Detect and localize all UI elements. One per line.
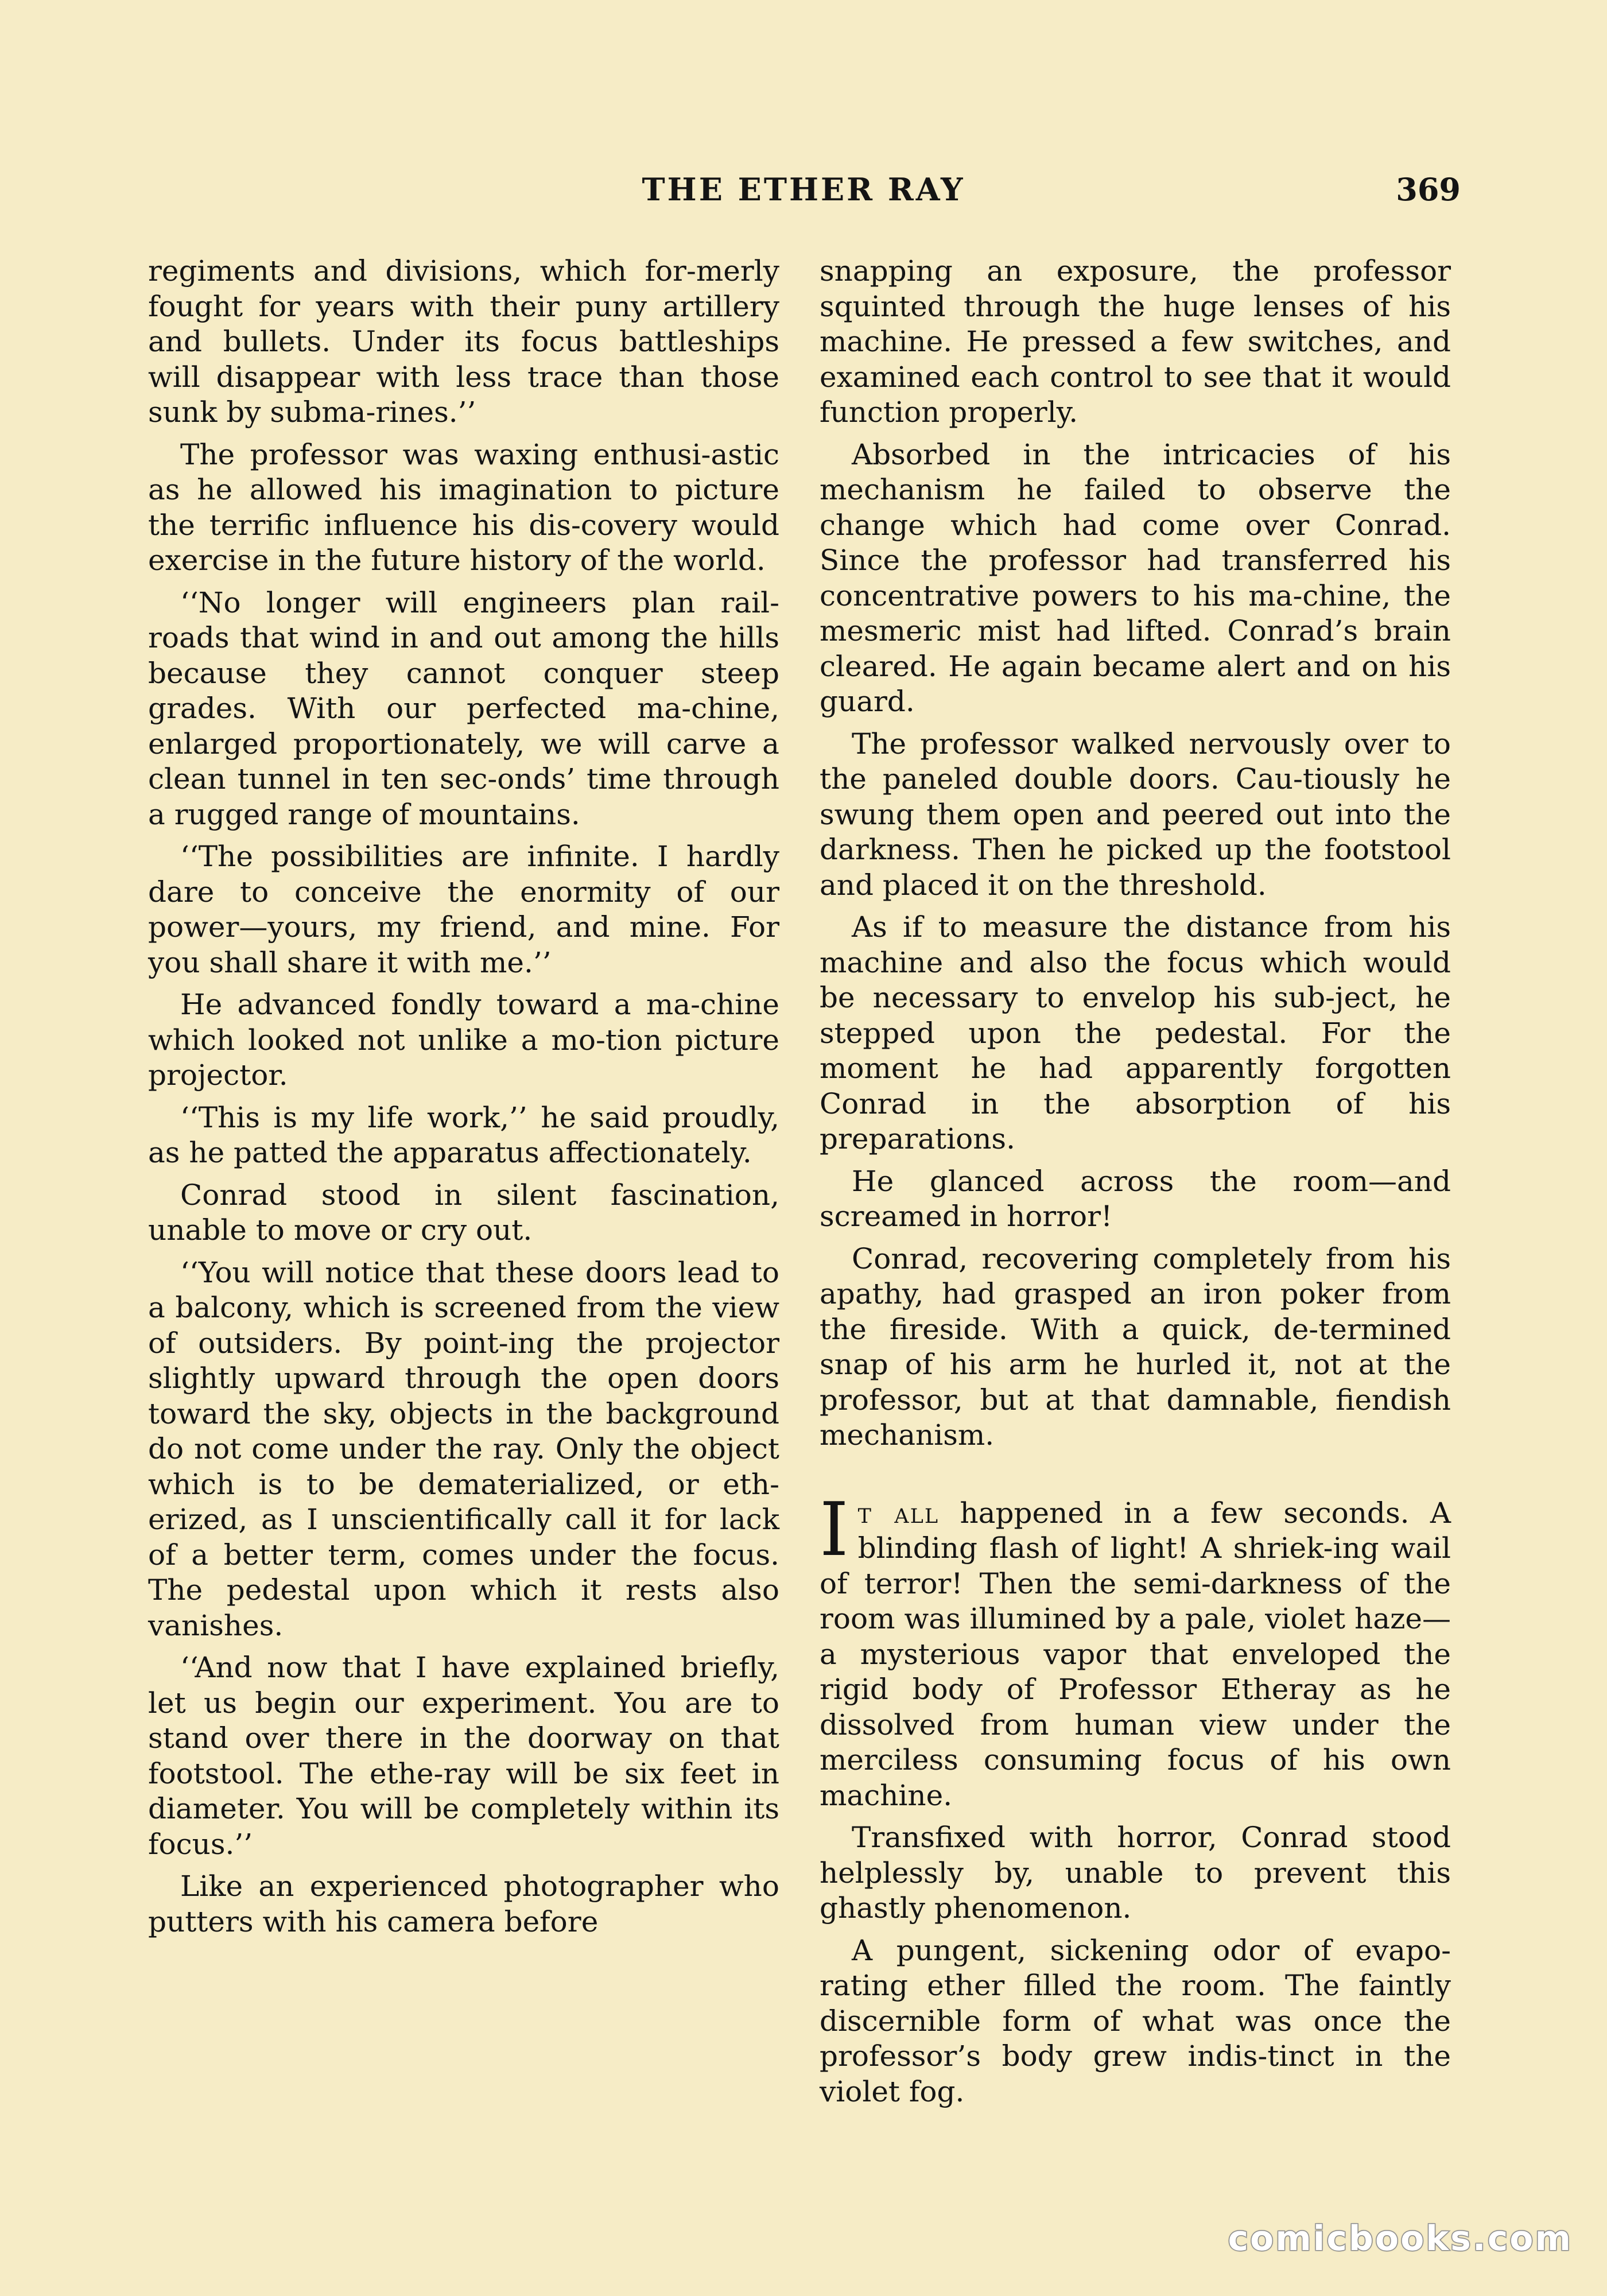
paragraph: Conrad stood in silent fascination, unable to move or cry out. (148, 1178, 779, 1247)
paragraph: He glanced across the room—and screamed in horror! (820, 1164, 1451, 1233)
paragraph: ‘‘You will notice that these doors lead to a balcony, which is screened from the view of outsiders. By point-ing the projector slightly upward through the open doors toward the sky, objects in the background do not come under the ray. Only the object which is to be dematerialized, or eth-erized, as I unscientifically call it for lack of a better term, comes under the focus. The pedestal upon which it rests also vanishes. (148, 1255, 779, 1642)
paragraph: ‘‘And now that I have explained briefly, let us begin our experiment. You are to stand over there in the doorway on that footstool. The ethe-ray will be six feet in diameter. You will be completely within its focus.’’ (148, 1651, 779, 1861)
paragraph: ‘‘The possibilities are infinite. I hardly dare to conceive the enormity of our power—yours, my friend, and mine. For you shall share it with me.’’ (148, 840, 779, 979)
paragraph-continuation: snapping an exposure, the professor squinted through the huge lenses of his machine. He pressed a few switches, and examined each control to see that it would function properly. (820, 254, 1451, 429)
paragraph: ‘‘No longer will engineers plan rail-roads that wind in and out among the hills because they cannot conquer steep grades. With our perfected ma-chine, enlarged proportionately, we will carve a clean tunnel in ten sec-onds’ time through a rugged range of mountains. (148, 585, 779, 831)
small-caps-lead: t all (857, 1496, 940, 1530)
right-column (820, 254, 1451, 2116)
paragraph: The professor was waxing enthusi-astic as he allowed his imagination to picture the terrific influence his dis-covery would exercise in the future history of the world. (148, 437, 779, 577)
paragraph: Transfixed with horror, Conrad stood helplessly by, unable to prevent this ghastly phenomenon. (820, 1821, 1451, 1925)
section-break-text: happened in a few seconds. A blinding flash of light! A shriek-ing wail of terror! Then the semi-darkness of the room was illumined by a pale, violet haze—a mysterious vapor that enveloped the rigid body of Professor Etheray as he dissolved from human view under the merciless consuming focus of his own machine. (820, 1496, 1451, 1812)
paragraph: He advanced fondly toward a ma-chine which looked not unlike a mo-tion picture projector. (148, 988, 779, 1092)
paragraph: ‘‘This is my life work,’’ he said proudly, as he patted the apparatus affectionately. (148, 1100, 779, 1169)
paragraph: regiments and divisions, which for-merly fought for years with their puny artillery and bullets. Under its focus battleships will disappear with less trace than those sunk by subma-rines.’’ (148, 254, 779, 429)
paragraph: The professor walked nervously over to the paneled double doors. Cau-tiously he swung them open and peered out into the darkness. Then he picked up the footstool and placed it on the threshold. (820, 727, 1451, 902)
paragraph: Like an experienced photographer who putters with his camera before (148, 1870, 779, 1938)
paragraph: A pungent, sickening odor of evapo-rating ether filled the room. The faintly discernible form of what was once the professor’s body grew indis-tinct in the violet fog. (820, 1933, 1451, 2108)
running-title: THE ETHER RAY (642, 171, 965, 208)
page-number: 369 (1396, 171, 1461, 208)
drop-cap: I (820, 1487, 849, 1573)
running-head (0, 166, 1607, 212)
paragraph: As if to measure the distance from his machine and also the focus which would be necessary to envelop his sub-ject, he stepped upon the pedestal. For the moment he had apparently forgotten Conrad in the absorption of his preparations. (820, 910, 1451, 1155)
paragraph: Conrad, recovering completely from his apathy, had grasped an iron poker from the fireside. With a quick, de-termined snap of his arm he hurled it, not at the professor, but at that damnable, fiendish mechanism. (820, 1242, 1451, 1452)
watermark: comicbooks.com (1228, 2219, 1573, 2259)
left-column (148, 254, 779, 1946)
paragraph: Absorbed in the intricacies of his mechanism he failed to observe the change which had come over Conrad. Since the professor had transferred his concentrative powers to his ma-chine, the mesmeric mist had lifted. Conrad’s brain cleared. He again became alert and on his guard. (820, 437, 1451, 718)
section-break-paragraph (820, 1487, 1451, 1814)
